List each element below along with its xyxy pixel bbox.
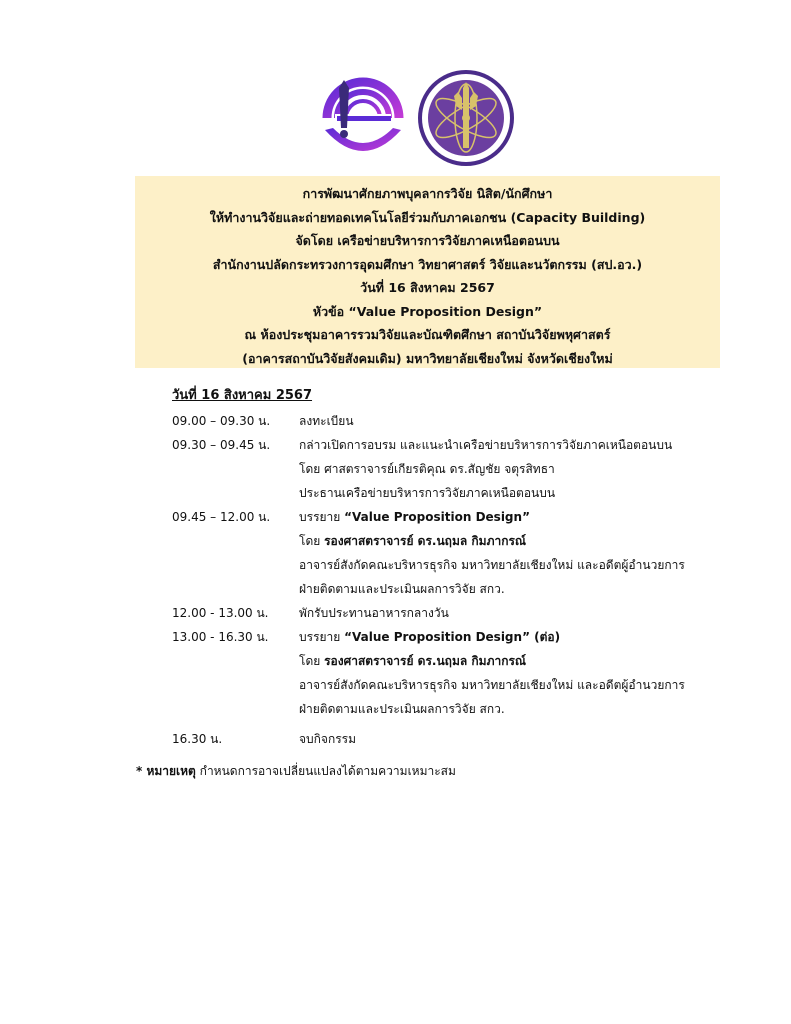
schedule-detail: จบกิจกรรม xyxy=(299,732,357,746)
schedule-time: 16.30 น. xyxy=(172,732,223,746)
schedule-detail: กล่าวเปิดการอบรม และแนะนำเครือข่ายบริหารการวิจัยภาคเหนือตอนบน xyxy=(299,438,673,452)
banner-office: สำนักงานปลัดกระทรวงการอุดมศึกษา วิทยาศาสตร์ วิจัยและนวัตกรรม (สป.อว.) xyxy=(212,256,643,272)
banner-organizer: จัดโดย เครือข่ายบริหารการวิจัยภาคเหนือตอนบน xyxy=(295,233,560,248)
speaker-name: รองศาสตราจารย์ ดร.นฤมล กิมภากรณ์ xyxy=(324,534,527,548)
banner-title: การพัฒนาศักยภาพบุคลากรวิจัย นิสิต/นักศึกษา xyxy=(302,186,553,201)
schedule-time: 09.45 – 12.00 น. xyxy=(172,510,271,524)
speaker-name: รองศาสตราจารย์ ดร.นฤมล กิมภากรณ์ xyxy=(324,654,527,668)
schedule-lecture xyxy=(299,628,560,647)
banner-topic: หัวข้อ “Value Proposition Design” xyxy=(312,303,543,319)
schedule-detail: ฝ่ายติดตามและประเมินผลการวิจัย สกว. xyxy=(299,582,505,596)
schedule-detail: โดย ศาสตราจารย์เกียรติคุณ ดร.สัญชัย จตุรสิทธา xyxy=(299,462,555,476)
banner-venue-detail: (อาคารสถาบันวิจัยสังคมเดิม) มหาวิทยาลัยเชียงใหม่ จังหวัดเชียงใหม่ xyxy=(242,350,613,366)
schedule-time: 09.30 – 09.45 น. xyxy=(172,438,271,452)
schedule-lecture xyxy=(299,508,530,527)
banner-date: วันที่ 16 สิงหาคม 2567 xyxy=(360,280,495,295)
schedule-time: 13.00 - 16.30 น. xyxy=(172,630,269,644)
banner-subtitle: ให้ทำงานวิจัยและถ่ายทอดเทคโนโลยีร่วมกับภาคเอกชน (Capacity Building) xyxy=(209,209,646,225)
research-network-logo-icon xyxy=(313,68,413,168)
header-banner xyxy=(135,176,720,368)
lecture-title: “Value Proposition Design” (ต่อ) xyxy=(344,630,561,644)
schedule-detail: ลงทะเบียน xyxy=(299,414,354,428)
logo-area xyxy=(0,68,791,170)
schedule-time: 12.00 - 13.00 น. xyxy=(172,606,269,620)
lecture-prefix: บรรยาย xyxy=(299,510,345,524)
schedule-detail: อาจารย์สังกัดคณะบริหารธุรกิจ มหาวิทยาลัยเชียงใหม่ และอดีตผู้อำนวยการ xyxy=(299,558,685,572)
lecture-prefix: บรรยาย xyxy=(299,630,345,644)
schedule-time: 09.00 – 09.30 น. xyxy=(172,414,271,428)
speaker-prefix: โดย xyxy=(299,534,325,548)
lecture-title: “Value Proposition Design” xyxy=(344,510,530,524)
ministry-seal-icon xyxy=(416,68,516,168)
schedule-detail: ประธานเครือข่ายบริหารการวิจัยภาคเหนือตอนบน xyxy=(299,486,556,500)
schedule-detail: อาจารย์สังกัดคณะบริหารธุรกิจ มหาวิทยาลัยเชียงใหม่ และอดีตผู้อำนวยการ xyxy=(299,678,685,692)
footnote-text: กำหนดการอาจเปลี่ยนแปลงได้ตามความเหมาะสม xyxy=(195,764,456,778)
speaker-prefix: โดย xyxy=(299,654,325,668)
schedule-date-heading: วันที่ 16 สิงหาคม 2567 xyxy=(172,388,313,403)
footnote xyxy=(136,762,456,781)
schedule-speaker xyxy=(299,652,526,671)
schedule-speaker xyxy=(299,532,526,551)
footnote-label: * หมายเหตุ xyxy=(136,764,196,778)
schedule-detail: ฝ่ายติดตามและประเมินผลการวิจัย สกว. xyxy=(299,702,505,716)
schedule-detail: พักรับประทานอาหารกลางวัน xyxy=(299,606,449,620)
banner-venue: ณ ห้องประชุมอาคารรวมวิจัยและบัณฑิตศึกษา สถาบันวิจัยพหุศาสตร์ xyxy=(244,327,611,342)
